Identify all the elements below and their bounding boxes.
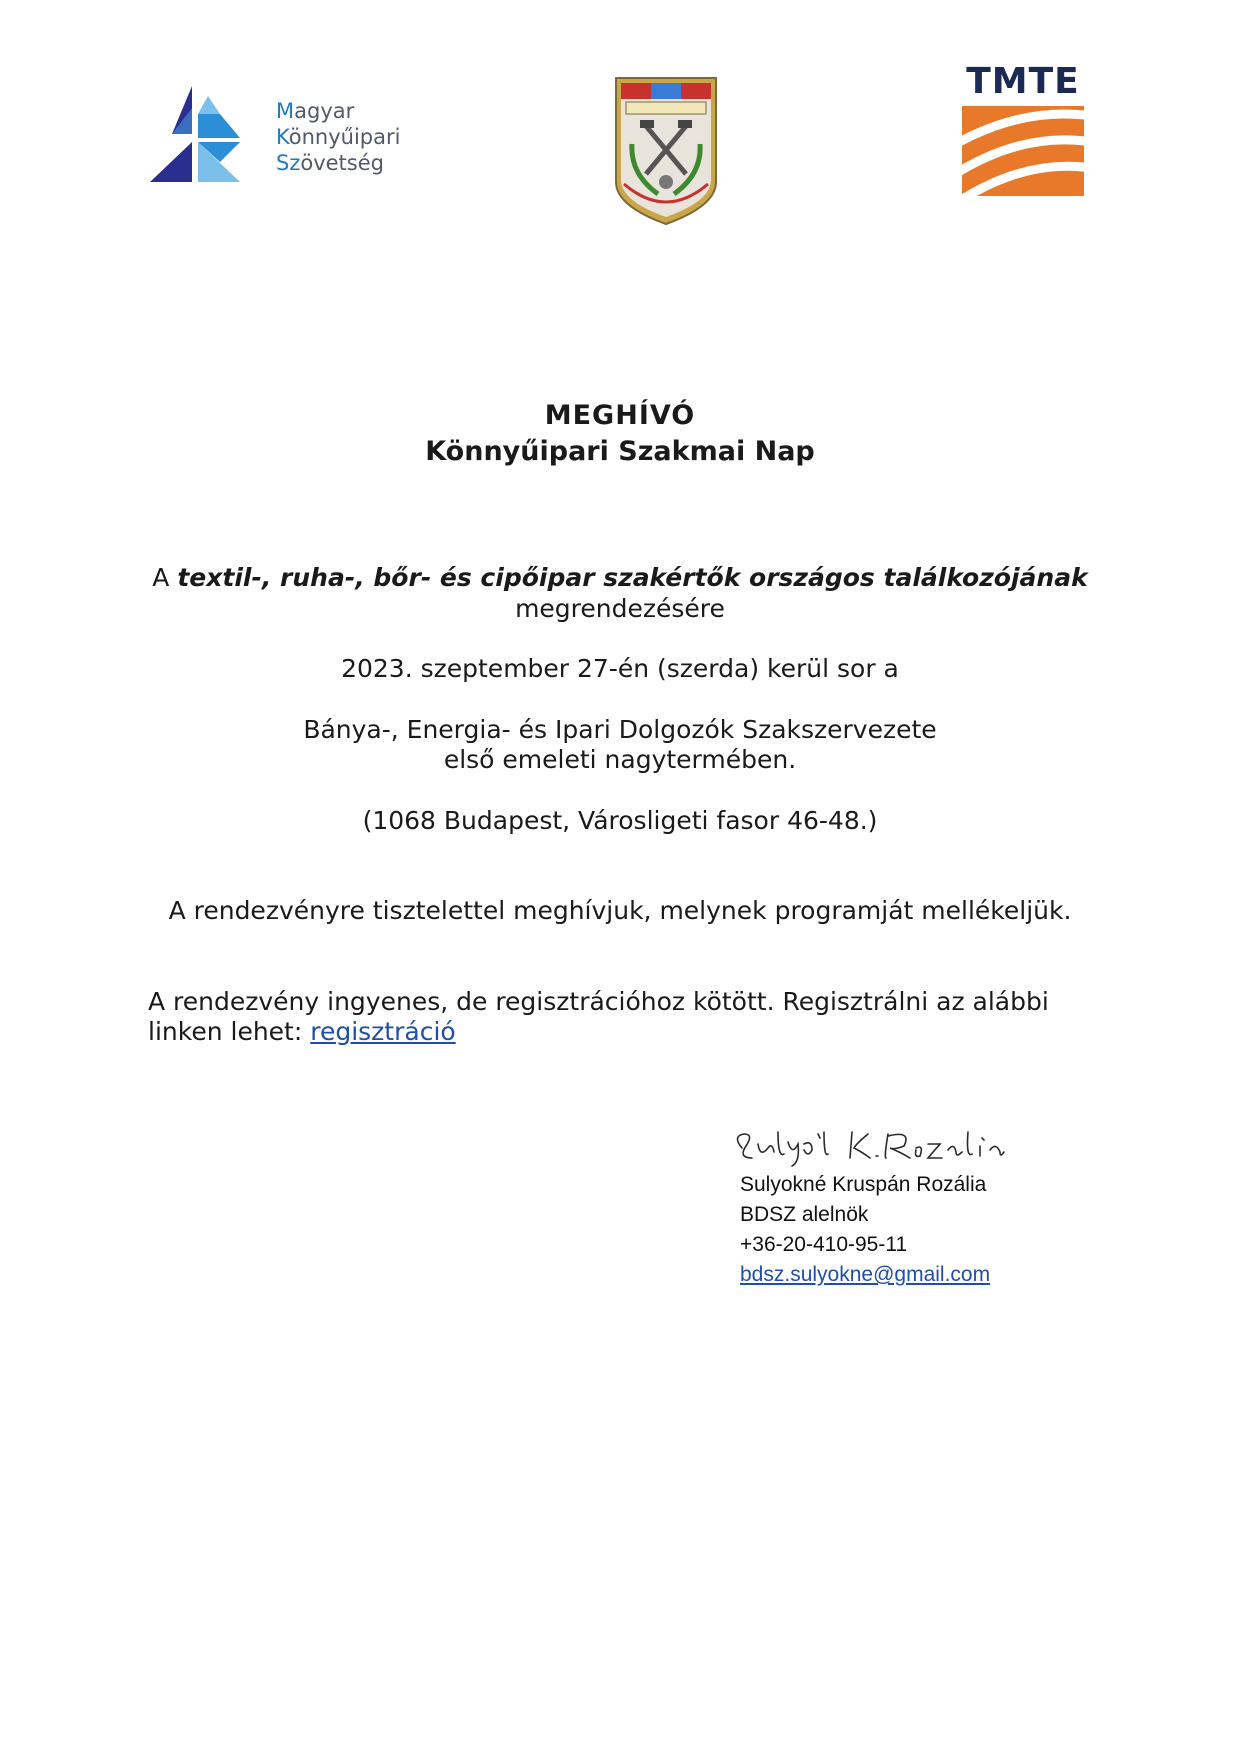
intro-emphasis: textil-, ruha-, bőr- és cipőipar szakértők országos találkozójának	[177, 563, 1088, 592]
mksz-logo-mark	[150, 86, 270, 186]
signer-name: Sulyokné Kruspán Rozália	[740, 1173, 987, 1196]
registration-prefix: linken lehet:	[148, 1017, 311, 1046]
tmte-logo	[962, 62, 1084, 196]
registration-text: A rendezvény ingyenes, de regisztrációhoz kötött. Regisztrálni az alábbi	[148, 987, 1049, 1016]
page-subtitle: Könnyűipari Szakmai Nap	[425, 436, 815, 467]
venue-address: (1068 Budapest, Városligeti fasor 46-48.)	[362, 806, 878, 835]
venue-line-2: első emeleti nagytermében.	[443, 745, 797, 774]
event-date: 2023. szeptember 27-én (szerda) kerül sor a	[341, 654, 899, 683]
mksz-logo-text	[276, 98, 400, 176]
bdsz-crest-icon	[612, 74, 720, 226]
mksz-line-2: Könnyűipari	[276, 125, 401, 149]
handwritten-signature	[728, 1118, 1008, 1168]
registration-line-2	[148, 1017, 1108, 1047]
intro-line	[0, 563, 1240, 593]
signer-email-link[interactable]: bdsz.sulyokne@gmail.com	[740, 1263, 991, 1286]
bdsz-crest-logo	[612, 74, 720, 226]
signer-role: BDSZ alelnök	[740, 1203, 869, 1226]
signer-phone: +36-20-410-95-11	[740, 1233, 908, 1256]
intro-line-2: megrendezésére	[515, 594, 725, 623]
page-title: MEGHÍVÓ	[544, 400, 696, 431]
invitation-text: A rendezvényre tisztelettel meghívjuk, melynek programját mellékeljük.	[168, 896, 1072, 925]
registration-link[interactable]: regisztráció	[310, 1017, 456, 1046]
venue-line-1: Bánya-, Energia- és Ipari Dolgozók Szakszervezete	[303, 715, 937, 744]
mksz-line-1-rest: agyar	[294, 99, 355, 123]
mksz-line-3-rest: övetség	[300, 151, 384, 175]
tmte-logo-text: TMTE	[966, 61, 1080, 102]
mksz-line-1: Magyar	[276, 99, 355, 123]
mksz-line-3: Szövetség	[276, 151, 384, 175]
mksz-logo	[150, 86, 410, 186]
mksz-line-2-rest: önnyűipari	[288, 125, 401, 149]
intro-prefix: A	[152, 563, 178, 592]
tmte-logo-mark	[962, 106, 1084, 196]
